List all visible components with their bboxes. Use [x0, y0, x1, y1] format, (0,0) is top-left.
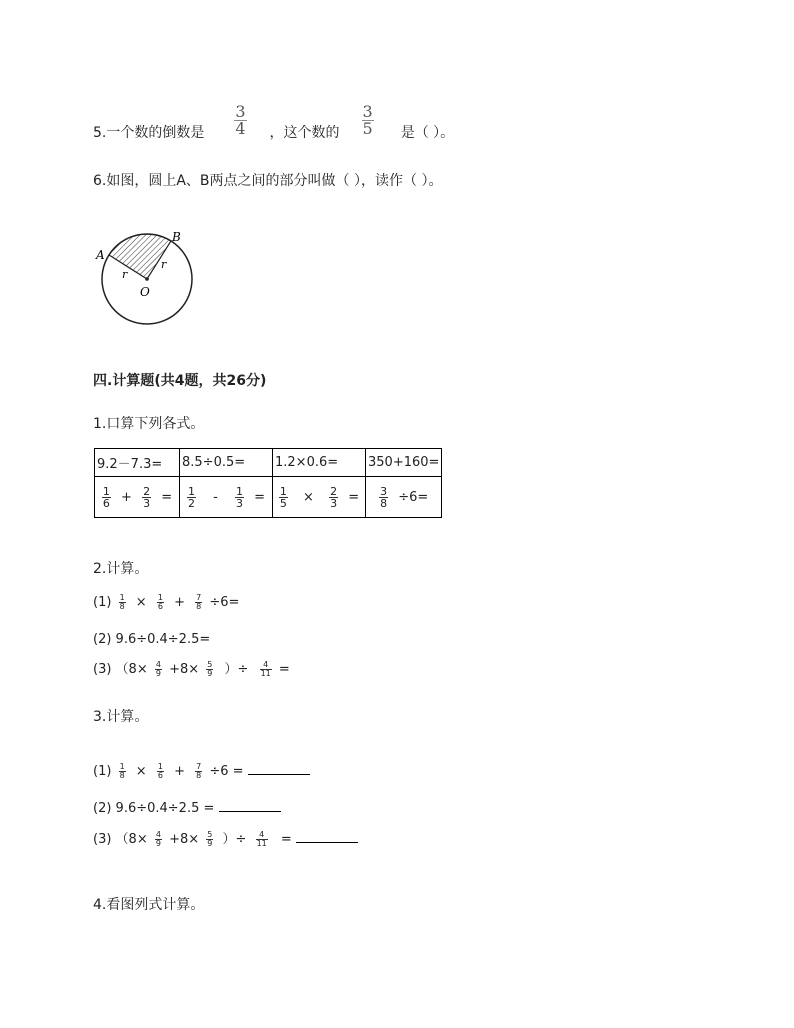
- table-cell: $\frac{3}{8}$ ÷6=: [366, 477, 442, 518]
- circle-sector-figure: [92, 226, 202, 330]
- fraction: $\frac{1}{3}$: [235, 484, 243, 510]
- mental-math-table: [94, 448, 442, 518]
- problem-2-line-2: (2) 9.6÷0.4÷2.5=: [93, 632, 211, 647]
- table-cell: 8.5÷0.5=: [180, 449, 273, 477]
- q5-suffix: 是（ ）。: [400, 125, 455, 141]
- fraction: $\frac{4}{11}$: [256, 830, 267, 848]
- fraction: $\frac{7}{8}$: [196, 762, 202, 780]
- problem-2-line-3: (3) （8× $\frac{4}{9}$ +8× $\frac{5}{9}$ ）÷ $\frac{4}{11}$ =: [93, 660, 290, 678]
- center-point: [145, 277, 149, 281]
- table-row: [95, 449, 442, 477]
- fraction: $\frac{4}{9}$: [155, 660, 161, 678]
- problem-3-title: 3.计算。: [93, 709, 149, 725]
- table-row: [95, 477, 442, 518]
- fraction: $\frac{4}{9}$: [155, 830, 161, 848]
- q5-prefix: 5.一个数的倒数是: [93, 125, 205, 141]
- table-cell: 350+160=: [366, 449, 442, 477]
- label-r-right: r: [161, 258, 167, 271]
- label-b: B: [172, 230, 181, 244]
- question-5: [93, 104, 454, 144]
- question-6: 6.如图，圆上A、B两点之间的部分叫做（ ），读作（ ）。: [93, 173, 443, 189]
- fraction: $\frac{2}{3}$: [330, 484, 338, 510]
- fraction: $\frac{2}{3}$: [143, 484, 151, 510]
- fraction: $\frac{3}{8}$: [380, 484, 388, 510]
- label-r-left: r: [122, 268, 128, 281]
- fraction: $\frac{4}{11}$: [260, 660, 271, 678]
- problem-2-line-1: (1) $\frac{1}{8}$ × $\frac{1}{6}$ + $\frac{7}{8}$ ÷6=: [93, 593, 240, 611]
- q5-fraction-1: $\frac{3}{4}$: [235, 102, 246, 138]
- table-cell: 1.2×0.6=: [273, 449, 366, 477]
- fraction: $\frac{7}{8}$: [196, 593, 202, 611]
- fraction: $\frac{5}{9}$: [207, 660, 213, 678]
- fraction: $\frac{1}{2}$: [187, 484, 195, 510]
- fraction: $\frac{1}{6}$: [157, 762, 163, 780]
- fraction: $\frac{1}{6}$: [102, 484, 110, 510]
- problem-3-line-3: (3) （8× $\frac{4}{9}$ +8× $\frac{5}{9}$ ）÷ $\frac{4}{11}$ =: [93, 828, 358, 848]
- fraction: $\frac{1}{8}$: [119, 762, 125, 780]
- section-4-title: 四.计算题(共4题，共26分): [93, 373, 267, 389]
- table-cell: $\frac{1}{6}$ + $\frac{2}{3}$ =: [95, 477, 180, 518]
- problem-1-title: 1.口算下列各式。: [93, 416, 205, 432]
- problem-3-line-2: (2) 9.6÷0.4÷2.5 =: [93, 799, 281, 816]
- problem-2-title: 2.计算。: [93, 561, 149, 577]
- fraction: $\frac{1}{8}$: [119, 593, 125, 611]
- answer-blank[interactable]: [296, 830, 358, 843]
- table-cell: $\frac{1}{2}$ - $\frac{1}{3}$ =: [180, 477, 273, 518]
- q5-fraction-2: $\frac{3}{5}$: [362, 102, 373, 138]
- fraction: $\frac{1}{6}$: [157, 593, 163, 611]
- table-cell: 9.2－7.3=: [95, 449, 180, 477]
- problem-3-line-1: (1) $\frac{1}{8}$ × $\frac{1}{6}$ + $\frac{7}{8}$ ÷6 =: [93, 762, 310, 780]
- label-a: A: [96, 248, 105, 262]
- shaded-sector: [109, 234, 171, 279]
- label-o: O: [140, 285, 150, 299]
- table-cell: $\frac{1}{5}$ × $\frac{2}{3}$ =: [273, 477, 366, 518]
- answer-blank[interactable]: [248, 762, 310, 775]
- problem-4-title: 4.看图列式计算。: [93, 897, 205, 913]
- q5-middle: ，这个数的: [269, 125, 340, 141]
- fraction: $\frac{1}{5}$: [279, 484, 287, 510]
- fraction: $\frac{5}{9}$: [207, 830, 213, 848]
- answer-blank[interactable]: [219, 799, 281, 812]
